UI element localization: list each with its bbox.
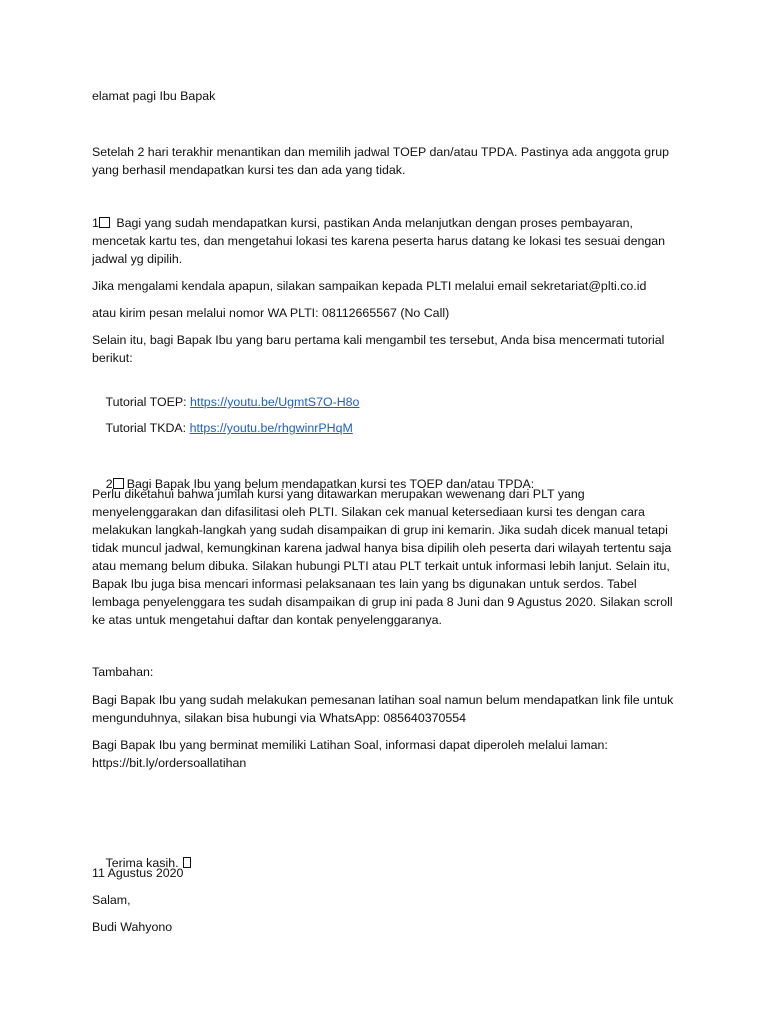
tambahan-title: Tambahan: (92, 665, 154, 679)
section1-number: 1 (92, 216, 99, 230)
tambahan-paragraph-1: Bagi Bapak Ibu yang sudah melakukan pemesanan latihan soal namun belum mendapatkan link file untuk mengunduhnya, silakan bisa hubungi via WhatsApp: 085640370554 (92, 693, 674, 725)
checkbox-icon (99, 217, 110, 228)
tutorial-tkda-link[interactable]: https://youtu.be/rhgwinrPHqM (189, 421, 353, 435)
tutorial-toep-link[interactable]: https://youtu.be/UgmtS7O-H8o (190, 395, 360, 409)
thanks-text: Terima kasih. (105, 856, 179, 870)
contact-wa-text: atau kirim pesan melalui nomor WA PLTI: 08112665567 (No Call) (92, 306, 450, 320)
tutorial-tkda-label: Tutorial TKDA: (105, 421, 190, 435)
greeting: elamat pagi Ibu Bapak (92, 89, 216, 103)
tutorial-toep-label: Tutorial TOEP: (105, 395, 191, 409)
section1-text: Bagi yang sudah mendapatkan kursi, pastikan Anda melanjutkan dengan proses pembayaran, mencetak kartu tes, dan mengetahui lokasi tes karena peserta harus datang ke lokasi tes sesuai dengan jadwal yg dipilih. (92, 216, 666, 266)
tutorial-intro: Selain itu, bagi Bapak Ibu yang baru pertama kali mengambil tes tersebut, Anda bisa mencermati tutorial berikut: (92, 333, 665, 365)
section1-paragraph (92, 214, 682, 268)
contact-email-text: Jika mengalami kendala apapun, silakan sampaikan kepada PLTI melalui email sekretariat@plti.co.id (92, 279, 647, 293)
tambahan-paragraph-2: Bagi Bapak Ibu yang berminat memiliki Latihan Soal, informasi dapat diperoleh melalui laman: https://bit.ly/ordersoallatihan (92, 738, 608, 770)
signature-text: Budi Wahyono (92, 920, 173, 934)
section2-number: 2 (105, 477, 113, 491)
salam-text: Salam, (92, 893, 131, 907)
tutorial-tkda (92, 403, 353, 454)
section2-body: Perlu diketahui bahwa jumlah kursi yang ditawarkan merupakan wewenang dari PLT yang menyelenggarakan dan difasilitasi oleh PLTI. Silakan cek manual ketersediaan kursi tes dengan cara melakukan langkah-langkah yang sudah disampaikan di grup ini kemarin. Jika sudah dicek manual tetapi tidak muncul jadwal, kemungkinan karena jadwal hanya bisa dipilih oleh peserta dari wilayah tertentu saja atau memang belum dibuka. Silakan hubungi PLTI atau PLT terkait untuk informasi lebih lanjut. Selain itu, Bapak Ibu juga bisa mencari informasi pelaksanaan tes lain yang bs digunakan untuk serdos. Tabel lembaga penyelenggara tes sudah disampaikan di grup ini pada 8 Juni dan 9 Agustus 2020. Silakan scroll ke atas untuk mengetahui daftar dan kontak penyelenggaranya. (92, 487, 673, 627)
missing-glyph-icon (183, 857, 191, 868)
section2-heading-text: Bagi Bapak Ibu yang belum mendapatkan kursi tes TOEP dan/atau TPDA: (126, 477, 535, 491)
date-text: 11 Agustus 2020 (92, 866, 184, 880)
intro-paragraph: Setelah 2 hari terakhir menantikan dan memilih jadwal TOEP dan/atau TPDA. Pastinya ada anggota grup yang berhasil mendapatkan kursi tes dan ada yang tidak. (92, 145, 669, 177)
